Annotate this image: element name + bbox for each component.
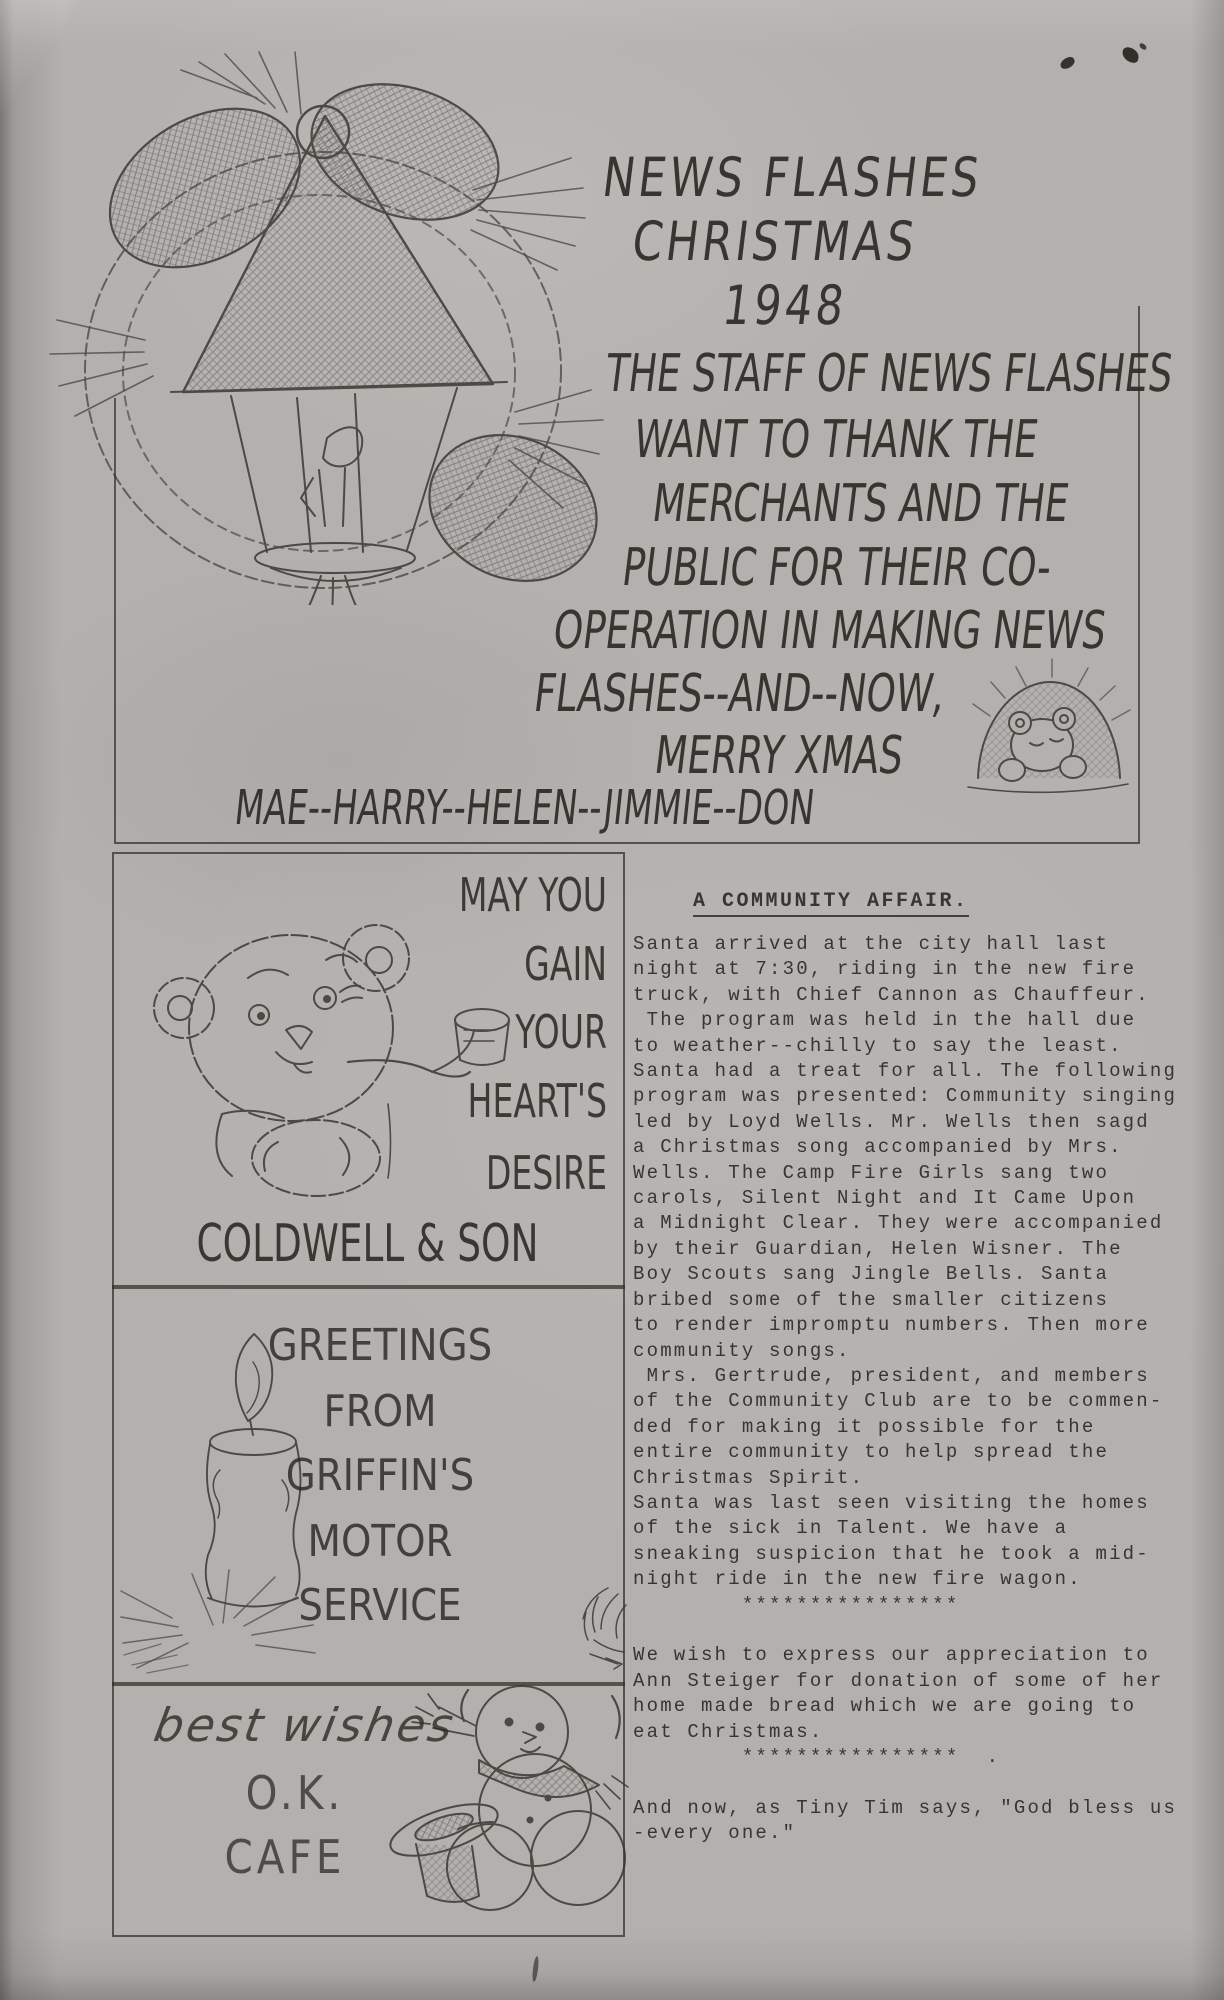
pine-sprig-illustration: [548, 1572, 633, 1677]
article-line: We wish to express our appreciation to: [633, 1644, 1150, 1667]
article-line: led by Loyd Wells. Mr. Wells then sagd: [633, 1110, 1150, 1133]
article-line: entire community to help spread the: [633, 1441, 1110, 1464]
article-line: The program was held in the hall due: [633, 1009, 1137, 1032]
article-line: night ride in the new fire wagon.: [633, 1568, 1082, 1591]
article-line: Ann Steiger for donation of some of her: [633, 1669, 1164, 1692]
ad-ok-cafe-line-2: O.K.: [245, 1766, 345, 1820]
article-line: Santa had a treat for all. The following: [633, 1060, 1178, 1083]
article-line: program was presented: Community singing: [633, 1085, 1178, 1108]
masthead-message-line-6: FLASHES--AND--NOW,: [530, 664, 949, 724]
article-line: And now, as Tiny Tim says, "God bless us: [633, 1796, 1178, 1819]
ad-ok-cafe-line-3: CAFE: [224, 1830, 346, 1884]
ad-coldwell-line-1: MAY YOU: [458, 868, 607, 922]
ad-coldwell-line-2: GAIN: [524, 937, 607, 991]
article-blank-line: [633, 1770, 1198, 1795]
header-box-left-rule: [114, 398, 116, 842]
article-line: a Christmas song accompanied by Mrs.: [633, 1136, 1123, 1159]
masthead-message-line-1: THE STAFF OF NEWS FLASHES: [602, 344, 1177, 404]
article-heading: A COMMUNITY AFFAIR.: [693, 890, 969, 917]
article-line: carols, Silent Night and It Came Upon: [633, 1187, 1137, 1210]
lantern-wreath-illustration: [45, 40, 605, 605]
masthead-title-line-2: CHRISTMAS: [628, 210, 922, 273]
ad-griffins-line-2: FROM: [323, 1386, 437, 1437]
ad-coldwell-business-name: COLDWELL & SON: [196, 1214, 539, 1274]
article-line: of the sick in Talent. We have a: [633, 1517, 1069, 1540]
article-line: home made bread which we are going to: [633, 1695, 1137, 1718]
article-blank-line: [633, 1618, 1198, 1643]
ink-speck: [531, 1956, 539, 1982]
header-box-right-rule: [1138, 306, 1140, 842]
article-line: night at 7:30, riding in the new fire: [633, 958, 1137, 981]
article-line: community songs.: [633, 1339, 851, 1362]
masthead-message-line-7: MERRY XMAS: [651, 726, 907, 786]
article-line: ded for making it possible for the: [633, 1415, 1096, 1438]
ink-speck: [1138, 42, 1147, 51]
article-line: to render impromptu numbers. Then more: [633, 1314, 1150, 1337]
article-line: Santa was last seen visiting the homes: [633, 1491, 1150, 1514]
article-line: Wells. The Camp Fire Girls sang two: [633, 1161, 1110, 1184]
article-stars-divider: ****************: [633, 1593, 960, 1616]
ad-griffins-line-4: MOTOR: [307, 1516, 453, 1567]
article-line: Mrs. Gertrude, president, and members: [633, 1364, 1150, 1387]
masthead-title-line-1: NEWS FLASHES: [599, 146, 986, 209]
ad-griffins-line-3: GRIFFIN'S: [285, 1450, 475, 1501]
article-line: eat Christmas.: [633, 1720, 824, 1743]
ad-coldwell-line-4: HEART'S: [467, 1074, 607, 1128]
article-line: bribed some of the smaller citizens: [633, 1288, 1110, 1311]
article-line: -every one.": [633, 1822, 797, 1845]
article-line: Santa arrived at the city hall last: [633, 933, 1110, 955]
article-heading-wrap: [693, 890, 969, 917]
article-line: sneaking suspicion that he took a mid-: [633, 1542, 1150, 1565]
ink-speck: [1059, 55, 1077, 70]
header-box-bottom-rule: [114, 842, 1140, 844]
ad-griffins-line-1: GREETINGS: [267, 1320, 493, 1371]
ad-ok-cafe-line-1: best wishes: [150, 1698, 460, 1752]
masthead-signatures: MAE--HARRY--HELEN--JIMMIE--DON: [232, 780, 818, 836]
article-line: of the Community Club are to be commen-: [633, 1390, 1164, 1413]
ink-speck: [1121, 46, 1141, 64]
ad-coldwell-line-3: YOUR: [515, 1005, 607, 1059]
article-stars-divider: **************** .: [633, 1745, 1001, 1768]
masthead-message-line-5: OPERATION IN MAKING NEWS: [550, 601, 1110, 661]
ad-griffins-line-5: SERVICE: [298, 1580, 462, 1631]
masthead-message-line-3: MERCHANTS AND THE: [649, 474, 1073, 534]
article-line: Christmas Spirit.: [633, 1466, 865, 1489]
masthead-title-line-3: 1948: [719, 274, 851, 337]
article-line: by their Guardian, Helen Wisner. The: [633, 1237, 1123, 1260]
sleeping-mouse-illustration: [960, 646, 1138, 798]
masthead-message-line-4: PUBLIC FOR THEIR CO-: [619, 538, 1055, 598]
article-body: [633, 932, 1198, 1847]
article-line: a Midnight Clear. They were accompanied: [633, 1212, 1164, 1235]
article-line: Boy Scouts sang Jingle Bells. Santa: [633, 1263, 1110, 1286]
article-line: to weather--chilly to say the least.: [633, 1034, 1123, 1057]
masthead-message-line-2: WANT TO THANK THE: [630, 410, 1042, 470]
ad-coldwell-line-5: DESIRE: [485, 1146, 607, 1200]
article-line: truck, with Chief Cannon as Chauffeur.: [633, 983, 1150, 1006]
